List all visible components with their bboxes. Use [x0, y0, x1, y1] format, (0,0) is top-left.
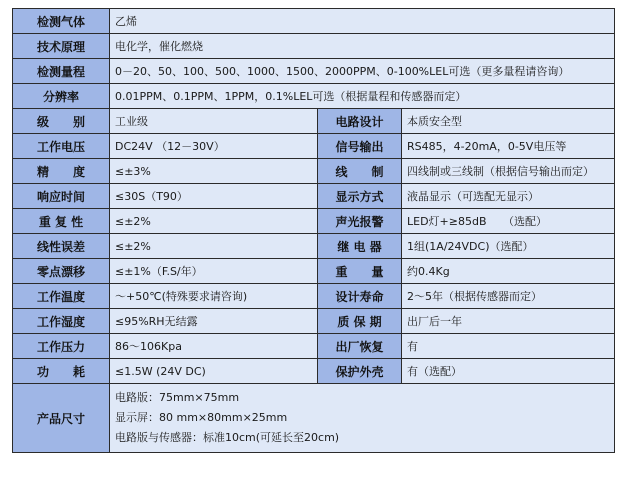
- spec-table: [12, 8, 615, 453]
- table-row: [13, 134, 615, 159]
- row-value: ≤±1%（F.S/年）: [110, 259, 318, 284]
- table-row: [13, 359, 615, 384]
- row-value: RS485，4-20mA，0-5V电压等: [402, 134, 615, 159]
- row-label: 声光报警: [318, 209, 402, 234]
- row-value: 工业级: [110, 109, 318, 134]
- row-label: 保护外壳: [318, 359, 402, 384]
- row-value: 出厂后一年: [402, 309, 615, 334]
- row-value: 四线制或三线制（根据信号输出而定）: [402, 159, 615, 184]
- row-resolution: [13, 84, 615, 109]
- row-value: ≤±3%: [110, 159, 318, 184]
- size-line: 电路版：75mm×75mm: [115, 391, 240, 404]
- table-row: [13, 184, 615, 209]
- row-value: 本质安全型: [402, 109, 615, 134]
- row-value: ≤95%RH无结露: [110, 309, 318, 334]
- row-label: 零点漂移: [13, 259, 110, 284]
- size-line: 显示屏：80 mm×80mm×25mm: [115, 411, 288, 424]
- row-label: 重 量: [318, 259, 402, 284]
- row-label: 响应时间: [13, 184, 110, 209]
- row-value: ≤±2%: [110, 234, 318, 259]
- row-value: ≤±2%: [110, 209, 318, 234]
- row-value: ≤30S（T90）: [110, 184, 318, 209]
- row-label: 工作电压: [13, 134, 110, 159]
- row-value: 乙烯: [110, 9, 615, 34]
- row-label: 精 度: [13, 159, 110, 184]
- row-label: 检测量程: [13, 59, 110, 84]
- size-line: 电路版与传感器：标准10cm(可延长至20cm): [115, 431, 340, 444]
- row-label: 设计寿命: [318, 284, 402, 309]
- row-label: 显示方式: [318, 184, 402, 209]
- row-label: 电路设计: [318, 109, 402, 134]
- table-row: [13, 209, 615, 234]
- table-row: [13, 284, 615, 309]
- table-row: [13, 234, 615, 259]
- row-value: 液晶显示（可选配无显示）: [402, 184, 615, 209]
- row-label: 工作温度: [13, 284, 110, 309]
- row-label: 出厂恢复: [318, 334, 402, 359]
- row-gas: [13, 9, 615, 34]
- row-label: 分辨率: [13, 84, 110, 109]
- row-label: 线 制: [318, 159, 402, 184]
- size-values: [110, 384, 615, 453]
- table-row: [13, 309, 615, 334]
- table-row: [13, 259, 615, 284]
- row-label: 产品尺寸: [13, 384, 110, 453]
- row-size: [13, 384, 615, 453]
- row-label: 工作压力: [13, 334, 110, 359]
- row-label: 级 别: [13, 109, 110, 134]
- row-label: 线性误差: [13, 234, 110, 259]
- row-label: 工作湿度: [13, 309, 110, 334]
- row-value: 有（选配）: [402, 359, 615, 384]
- row-value: ≤1.5W (24V DC): [110, 359, 318, 384]
- row-value: 1组(1A/24VDC)（选配）: [402, 234, 615, 259]
- row-label: 继 电 器: [318, 234, 402, 259]
- row-value: 2～5年（根据传感器而定）: [402, 284, 615, 309]
- row-range: [13, 59, 615, 84]
- row-value: 电化学，催化燃烧: [110, 34, 615, 59]
- row-value: 约0.4Kg: [402, 259, 615, 284]
- row-value: 0－20、50、100、500、1000、1500、2000PPM、0-100%LEL可选（更多量程请咨询）: [110, 59, 615, 84]
- table-row: [13, 109, 615, 134]
- row-label: 信号输出: [318, 134, 402, 159]
- row-value: LED灯+≥85dB （选配）: [402, 209, 615, 234]
- row-label: 重 复 性: [13, 209, 110, 234]
- row-value: 0.01PPM、0.1PPM、1PPM，0.1%LEL可选（根据量程和传感器而定）: [110, 84, 615, 109]
- row-value: DC24V （12－30V）: [110, 134, 318, 159]
- table-row: [13, 334, 615, 359]
- row-value: ～+50℃(特殊要求请咨询): [110, 284, 318, 309]
- row-label: 技术原理: [13, 34, 110, 59]
- row-label: 质 保 期: [318, 309, 402, 334]
- row-value: 有: [402, 334, 615, 359]
- table-row: [13, 159, 615, 184]
- row-value: 86～106Kpa: [110, 334, 318, 359]
- row-principle: [13, 34, 615, 59]
- row-label: 检测气体: [13, 9, 110, 34]
- row-label: 功 耗: [13, 359, 110, 384]
